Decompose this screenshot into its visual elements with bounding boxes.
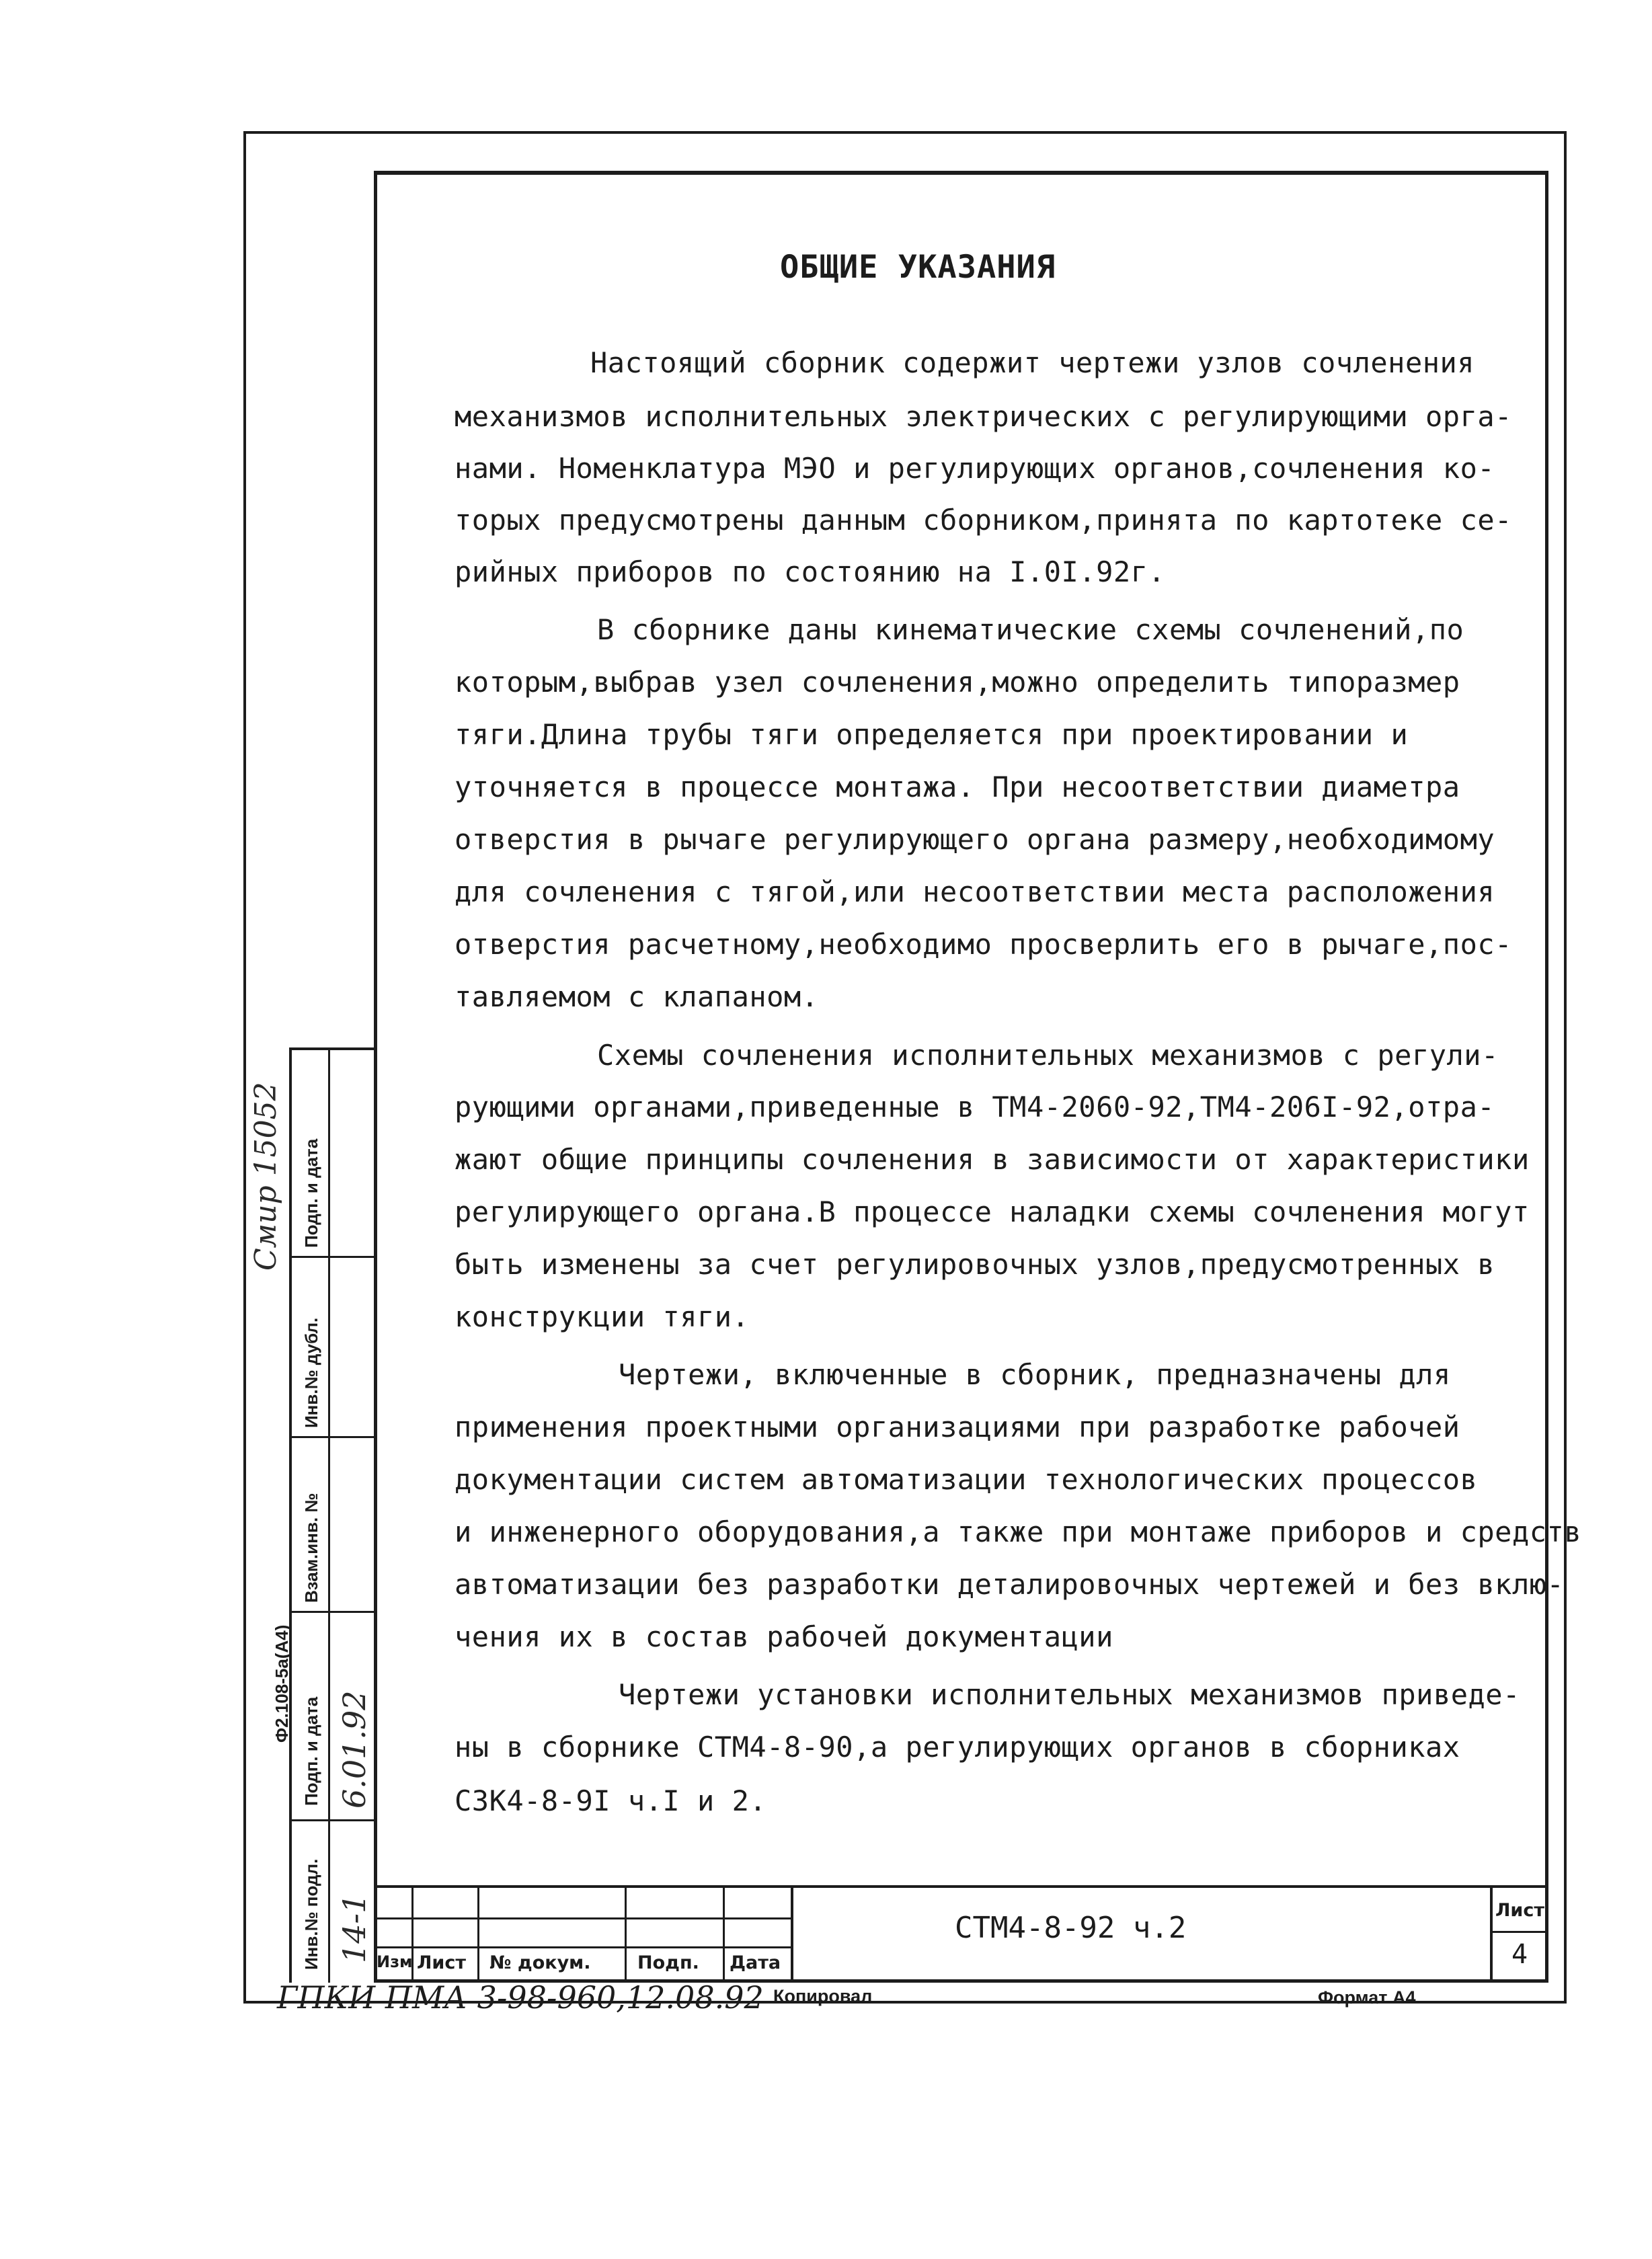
outer-frame-left: [243, 131, 246, 2004]
title-block-col: [1490, 1885, 1493, 1983]
side-stamp-top: [289, 1047, 375, 1050]
text-line: рующими органами,приведенные в ТМ4-2060-92,ТМ4-206I-92,отра-: [455, 1091, 1495, 1123]
handwritten-date: 6.01.92: [336, 1690, 372, 1809]
title-block-row: [374, 1917, 792, 1919]
text-line: нами. Номенклатура МЭО и регулирующих органов,сочленения ко-: [455, 452, 1495, 485]
text-line: применения проектными организациями при разработке рабочей: [455, 1411, 1460, 1443]
title-block-row: [1490, 1931, 1548, 1933]
format-label: Формат А4: [1318, 1987, 1416, 2008]
text-line: автоматизации без разработки деталировочных чертежей и без вклю-: [455, 1568, 1565, 1601]
side-stamp-sep: [289, 1611, 375, 1613]
inner-frame-left: [374, 171, 377, 1983]
text-line: Настоящий сборник содержит чертежи узлов сочленения: [590, 346, 1475, 379]
text-line: ны в сборнике СТМ4-8-90,а регулирующих органов в сборниках: [455, 1731, 1460, 1763]
outer-frame-right: [1564, 131, 1567, 2004]
text-line: быть изменены за счет регулировочных узлов,предусмотренных в: [455, 1248, 1495, 1281]
col-podp: Подп.: [637, 1952, 699, 1973]
inner-frame-top: [374, 171, 1548, 175]
side-stamp-sep: [289, 1436, 375, 1438]
stamp-label-podp-data-2: Подп. и дата: [301, 1138, 321, 1248]
side-stamp-sep: [289, 1256, 375, 1258]
text-line: чения их в состав рабочей документации: [455, 1620, 1113, 1653]
sheet-label: Лист: [1495, 1900, 1544, 1921]
stamp-label-inv-podl: Инв.№ подл.: [301, 1858, 321, 1970]
text-line: отверстия в рычаге регулирующего органа размеру,необходимому: [455, 823, 1495, 856]
col-dokum: № докум.: [489, 1952, 591, 1973]
inner-frame-right: [1545, 171, 1548, 1983]
side-stamp-sep: [289, 1819, 375, 1821]
text-line: рийных приборов по состоянию на I.0I.92г.: [455, 555, 1166, 588]
title-block-col: [723, 1885, 725, 1983]
text-line: Схемы сочленения исполнительных механизмов с регули-: [597, 1039, 1499, 1072]
handwritten-copy-note: ГПКИ ПМА 3-98-960,12.08.92: [277, 1979, 764, 2016]
handwritten-inventory: 14-1: [336, 1893, 372, 1963]
title-block-col: [477, 1885, 479, 1983]
text-line: механизмов исполнительных электрических с регулирующими орга-: [455, 400, 1512, 433]
text-line: для сочленения с тягой,или несоответствии места расположения: [455, 875, 1495, 908]
text-line: жают общие принципы сочленения в зависимости от характеристики: [455, 1143, 1530, 1176]
sheet-number: 4: [1511, 1939, 1528, 1970]
text-line: и инженерного оборудования,а также при монтаже приборов и средств: [455, 1515, 1582, 1548]
stamp-label-inv-dubl: Инв.№ дубл.: [301, 1317, 321, 1428]
document-heading: ОБЩИЕ УКАЗАНИЯ: [780, 249, 1056, 286]
col-izm: Изм: [377, 1952, 413, 1971]
col-list: Лист: [417, 1952, 466, 1973]
text-line: регулирующего органа.В процессе наладки схемы сочленения могут: [455, 1195, 1530, 1228]
text-line: конструкции тяги.: [455, 1300, 750, 1333]
text-line: В сборнике даны кинематические схемы сочленений,по: [597, 613, 1464, 646]
text-line: которым,выбрав узел сочленения,можно определить типоразмер: [455, 666, 1460, 699]
text-line: тавляемом с клапаном.: [455, 980, 819, 1013]
text-line: отверстия расчетному,необходимо просверлить его в рычаге,пос-: [455, 928, 1512, 961]
title-block-col: [791, 1885, 793, 1983]
stamp-label-vzam-inv: Взам.инв. №: [301, 1493, 321, 1603]
text-line: уточняется в процессе монтажа. При несоответствии диаметра: [455, 770, 1460, 803]
side-stamp-divider: [328, 1047, 330, 1983]
text-line: Чертежи, включенные в сборник, предназначены для: [619, 1358, 1451, 1391]
document-designation: СТМ4-8-92 ч.2: [955, 1911, 1187, 1945]
stamp-label-podp-data: Подп. и дата: [301, 1696, 321, 1806]
text-line: торых предусмотрены данным сборником,принята по картотеке се-: [455, 504, 1512, 537]
copied-label: Копировал: [773, 1986, 873, 2006]
text-line: тяги.Длина трубы тяги определяется при проектировании и: [455, 718, 1409, 751]
title-block-col: [625, 1885, 627, 1983]
title-block-top: [374, 1885, 1548, 1888]
text-line: Чертежи установки исполнительных механизмов приведе-: [619, 1678, 1520, 1711]
text-line: документации систем автоматизации технологических процессов: [455, 1463, 1478, 1496]
form-code: Ф2.108-5а(А4): [272, 1624, 292, 1743]
title-block-row: [374, 1946, 792, 1948]
text-line: СЗК4-8-9I ч.I и 2.: [455, 1784, 767, 1817]
outer-frame-top: [243, 131, 1567, 134]
side-stamp-left: [289, 1047, 292, 1983]
handwritten-signature: Смир 15052: [249, 1082, 283, 1271]
col-data: Дата: [730, 1952, 781, 1973]
